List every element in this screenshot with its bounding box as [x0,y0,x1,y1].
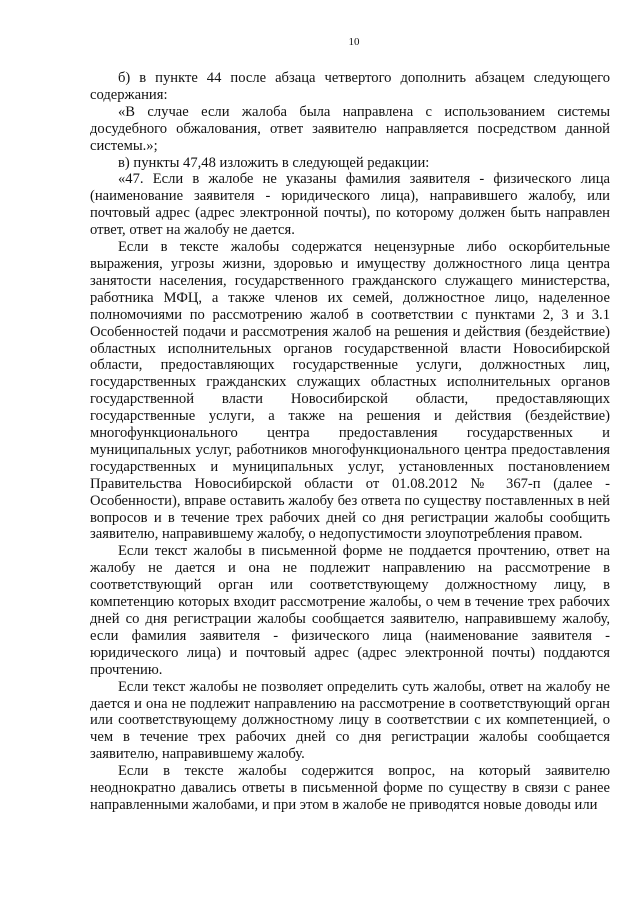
paragraph-clause-47: «47. Если в жалобе не указаны фамилия заявителя - физического лица (наименование заявителя - юридического лица), направившего жалобу, или почтовый адрес (адрес электронной почты), по которому должен быть направлен ответ, ответ на жалобу не дается. [90,171,610,239]
paragraph-unreadable-text: Если текст жалобы в письменной форме не поддается прочтению, ответ на жалобу не дается и она не подлежит направлению на рассмотрение в соответствующий орган или соответствующему должностному лицу, в компетенцию которых входит рассмотрение жалобы, о чем в течение трех рабочих дней со дня регистрации жалобы сообщается заявителю, направившему жалобу, если фамилия заявителя - физического лица (наименование заявителя - юридического лица) и почтовый адрес (адрес электронной почты) поддаются прочтению. [90,543,610,678]
paragraph-repeated-question: Если в тексте жалобы содержится вопрос, на который заявителю неоднократно давались ответы в письменной форме по существу в связи с ранее направленными жалобами, и при этом в жалобе не приводятся новые доводы или [90,763,610,813]
paragraph-v-clauses-47-48: в) пункты 47,48 изложить в следующей редакции: [118,154,430,171]
page-number: 10 [348,36,360,48]
paragraph-undefined-essence: Если текст жалобы не позволяет определить суть жалобы, ответ на жалобу не дается и она не подлежит направлению на рассмотрение в соответствующий орган или соответствующему должностному лицу в соответствии с их компетенцией, о чем в течение трех рабочих дней со дня регистрации жалобы сообщается заявителю, направившему жалобу. [90,678,610,763]
paragraph-b-clause-44: б) в пункте 44 после абзаца четвертого дополнить абзацем следующего содержания: [90,70,610,103]
paragraph-quoted-addition: «В случае если жалоба была направлена с использованием системы досудебного обжалования, ответ заявителю направляется посредством данной системы.»; [90,103,610,154]
paragraph-offensive-content: Если в тексте жалобы содержатся нецензурные либо оскорбительные выражения, угрозы жизни, здоровью и имуществу должностного лица центра занятости населения, государственного гражданского служащего министерства, работника МФЦ, а также членов их семей, должностное лицо, наделенное полномочиями по рассмотрению жалоб в соответствии с пунктами 2, 3 и 3.1 Особенностей подачи и рассмотрения жалоб на решения и действия (бездействие) областных исполнительных органов государственной власти Новосибирской области, предоставляющих государственные услуги, должностных лиц, государственных гражданских служащих областных исполнительных органов государственной власти Новосибирской области, предоставляющих государственные услуги, а также на решения и действия (бездействие) многофункционального центра предоставления государственных и муниципальных услуг, работников многофункционального центра предоставления государственных и муниципальных услуг, установленных постановлением Правительства Новосибирской области от 01.08.2012 № 367-п (далее - Особенности), вправе оставить жалобу без ответа по существу поставленных в ней вопросов и в течение трех рабочих дней со дня регистрации жалобы сообщить заявителю, направившему жалобу, о недопустимости злоупотребления правом. [90,239,610,543]
